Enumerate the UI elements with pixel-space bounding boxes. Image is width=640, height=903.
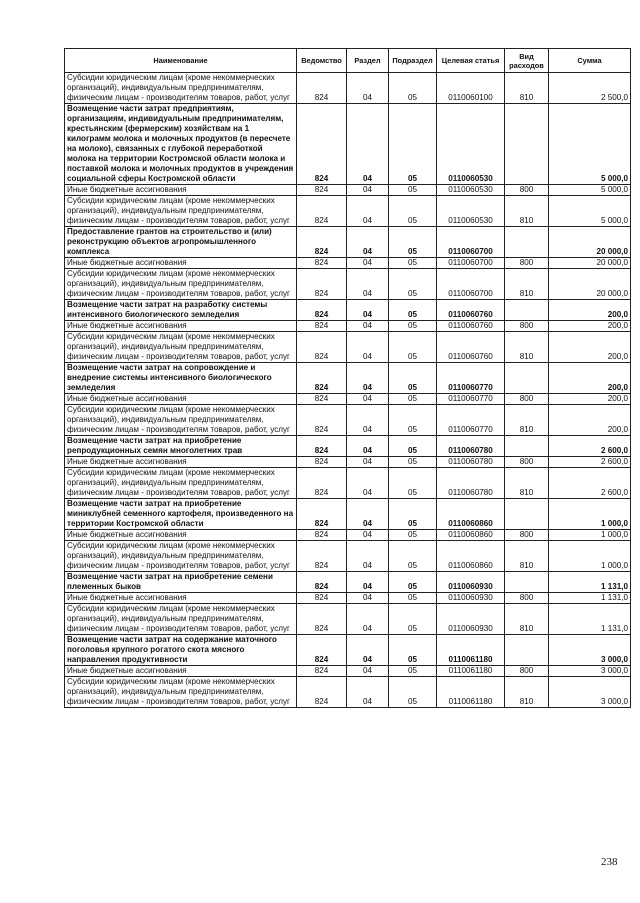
header-name: Наименование [65, 49, 297, 73]
cell-section: 04 [347, 530, 389, 541]
header-sum: Сумма [549, 49, 631, 73]
cell-kind: 810 [505, 196, 549, 227]
cell-section: 04 [347, 73, 389, 104]
cell-section: 04 [347, 363, 389, 394]
cell-subsection: 05 [389, 227, 437, 258]
cell-section: 04 [347, 104, 389, 185]
table-row [65, 104, 631, 185]
cell-name: Субсидии юридическим лицам (кроме некоммерческих организаций), индивидуальным предпринимателям, физическим лицам - производителям товаров, работ, услуг [65, 604, 297, 635]
cell-kind [505, 300, 549, 321]
cell-sum: 1 131,0 [549, 604, 631, 635]
cell-dept: 824 [297, 593, 347, 604]
cell-dept: 824 [297, 405, 347, 436]
cell-sum: 1 000,0 [549, 499, 631, 530]
cell-kind: 810 [505, 677, 549, 708]
cell-sum: 200,0 [549, 332, 631, 363]
cell-name: Иные бюджетные ассигнования [65, 593, 297, 604]
table-row [65, 73, 631, 104]
table-row [65, 666, 631, 677]
cell-target: 0110060760 [437, 321, 505, 332]
cell-name: Иные бюджетные ассигнования [65, 321, 297, 332]
cell-name: Субсидии юридическим лицам (кроме некоммерческих организаций), индивидуальным предпринимателям, физическим лицам - производителям товаров, работ, услуг [65, 677, 297, 708]
header-subsection: Подраздел [389, 49, 437, 73]
cell-target: 0110060100 [437, 73, 505, 104]
table-row [65, 405, 631, 436]
cell-subsection: 05 [389, 258, 437, 269]
cell-kind: 800 [505, 666, 549, 677]
cell-sum: 3 000,0 [549, 666, 631, 677]
cell-kind: 800 [505, 321, 549, 332]
cell-section: 04 [347, 457, 389, 468]
table-row [65, 604, 631, 635]
cell-subsection: 05 [389, 572, 437, 593]
cell-dept: 824 [297, 530, 347, 541]
cell-section: 04 [347, 572, 389, 593]
table-row [65, 572, 631, 593]
cell-name: Возмещение части затрат на приобретение миниклубней семенного картофеля, произведенного на территории Костромской области [65, 499, 297, 530]
header-kind: Вид расходов [505, 49, 549, 73]
table-row [65, 185, 631, 196]
cell-sum: 200,0 [549, 300, 631, 321]
cell-dept: 824 [297, 436, 347, 457]
cell-name: Возмещение части затрат на приобретение семени племенных быков [65, 572, 297, 593]
cell-sum: 2 600,0 [549, 436, 631, 457]
cell-name: Субсидии юридическим лицам (кроме некоммерческих организаций), индивидуальным предпринимателям, физическим лицам - производителям товаров, работ, услуг [65, 541, 297, 572]
cell-subsection: 05 [389, 196, 437, 227]
cell-section: 04 [347, 269, 389, 300]
cell-name: Возмещение части затрат на содержание маточного поголовья крупного рогатого скота мясного направления продуктивности [65, 635, 297, 666]
cell-name: Предоставление грантов на строительство и (или) реконструкцию объектов агропромышленного комплекса [65, 227, 297, 258]
cell-kind: 810 [505, 604, 549, 635]
cell-dept: 824 [297, 499, 347, 530]
page-number: 238 [601, 856, 618, 868]
cell-name: Возмещение части затрат на разработку системы интенсивного биологического земледелия [65, 300, 297, 321]
table-row [65, 321, 631, 332]
cell-target: 0110061180 [437, 677, 505, 708]
table-row [65, 593, 631, 604]
cell-dept: 824 [297, 73, 347, 104]
cell-target: 0110060930 [437, 593, 505, 604]
cell-subsection: 05 [389, 394, 437, 405]
cell-target: 0110060770 [437, 394, 505, 405]
cell-section: 04 [347, 258, 389, 269]
cell-target: 0110061180 [437, 666, 505, 677]
cell-kind: 810 [505, 541, 549, 572]
cell-kind: 800 [505, 258, 549, 269]
table-row [65, 635, 631, 666]
header-section: Раздел [347, 49, 389, 73]
cell-target: 0110060780 [437, 468, 505, 499]
cell-section: 04 [347, 405, 389, 436]
cell-dept: 824 [297, 604, 347, 635]
cell-section: 04 [347, 677, 389, 708]
cell-subsection: 05 [389, 677, 437, 708]
cell-section: 04 [347, 499, 389, 530]
cell-name: Иные бюджетные ассигнования [65, 258, 297, 269]
cell-name: Иные бюджетные ассигнования [65, 530, 297, 541]
cell-section: 04 [347, 196, 389, 227]
cell-dept: 824 [297, 185, 347, 196]
cell-kind: 810 [505, 269, 549, 300]
cell-sum: 200,0 [549, 363, 631, 394]
cell-name: Иные бюджетные ассигнования [65, 185, 297, 196]
cell-subsection: 05 [389, 468, 437, 499]
cell-dept: 824 [297, 227, 347, 258]
cell-sum: 1 000,0 [549, 541, 631, 572]
cell-sum: 200,0 [549, 394, 631, 405]
cell-kind [505, 104, 549, 185]
cell-kind: 800 [505, 530, 549, 541]
cell-sum: 1 131,0 [549, 572, 631, 593]
cell-subsection: 05 [389, 321, 437, 332]
cell-section: 04 [347, 332, 389, 363]
table-header-row [65, 49, 631, 73]
cell-target: 0110060860 [437, 530, 505, 541]
cell-sum: 20 000,0 [549, 269, 631, 300]
cell-target: 0110060930 [437, 572, 505, 593]
cell-subsection: 05 [389, 405, 437, 436]
cell-dept: 824 [297, 300, 347, 321]
cell-subsection: 05 [389, 300, 437, 321]
cell-dept: 824 [297, 258, 347, 269]
cell-target: 0110060860 [437, 541, 505, 572]
cell-target: 0110060700 [437, 258, 505, 269]
cell-dept: 824 [297, 394, 347, 405]
table-row [65, 436, 631, 457]
table-row [65, 530, 631, 541]
cell-kind: 800 [505, 185, 549, 196]
table-row [65, 677, 631, 708]
cell-sum: 20 000,0 [549, 227, 631, 258]
cell-sum: 2 600,0 [549, 468, 631, 499]
table-row [65, 394, 631, 405]
cell-section: 04 [347, 666, 389, 677]
cell-kind [505, 363, 549, 394]
cell-name: Возмещение части затрат предприятиям, организациям, индивидуальным предпринимателям, крестьянским (фермерским) хозяйствам на 1 килограмм молока и молочных продуктов (в пересчете на молоко), связанных с глубокой переработкой молока на территории Костромской области молока и поставкой молока и молочных продуктов в учреждения социальной сферы Костромской области [65, 104, 297, 185]
cell-subsection: 05 [389, 499, 437, 530]
table-row [65, 258, 631, 269]
cell-dept: 824 [297, 468, 347, 499]
cell-target: 0110060760 [437, 300, 505, 321]
cell-section: 04 [347, 436, 389, 457]
cell-kind: 800 [505, 457, 549, 468]
cell-dept: 824 [297, 196, 347, 227]
cell-kind: 810 [505, 405, 549, 436]
cell-name: Субсидии юридическим лицам (кроме некоммерческих организаций), индивидуальным предпринимателям, физическим лицам - производителям товаров, работ, услуг [65, 73, 297, 104]
cell-name: Иные бюджетные ассигнования [65, 394, 297, 405]
header-dept: Ведомство [297, 49, 347, 73]
table-row [65, 300, 631, 321]
cell-subsection: 05 [389, 185, 437, 196]
cell-name: Субсидии юридическим лицам (кроме некоммерческих организаций), индивидуальным предпринимателям, физическим лицам - производителям товаров, работ, услуг [65, 196, 297, 227]
cell-section: 04 [347, 227, 389, 258]
cell-kind [505, 572, 549, 593]
table-row [65, 457, 631, 468]
cell-kind [505, 499, 549, 530]
cell-subsection: 05 [389, 593, 437, 604]
cell-subsection: 05 [389, 666, 437, 677]
cell-section: 04 [347, 321, 389, 332]
cell-dept: 824 [297, 363, 347, 394]
table-row [65, 332, 631, 363]
cell-subsection: 05 [389, 635, 437, 666]
cell-sum: 200,0 [549, 405, 631, 436]
table-row [65, 363, 631, 394]
cell-section: 04 [347, 300, 389, 321]
cell-kind: 800 [505, 593, 549, 604]
cell-dept: 824 [297, 677, 347, 708]
cell-section: 04 [347, 185, 389, 196]
cell-dept: 824 [297, 104, 347, 185]
cell-name: Субсидии юридическим лицам (кроме некоммерческих организаций), индивидуальным предпринимателям, физическим лицам - производителям товаров, работ, услуг [65, 405, 297, 436]
cell-target: 0110060700 [437, 269, 505, 300]
cell-subsection: 05 [389, 541, 437, 572]
cell-target: 0110060770 [437, 363, 505, 394]
cell-dept: 824 [297, 635, 347, 666]
cell-dept: 824 [297, 666, 347, 677]
cell-name: Иные бюджетные ассигнования [65, 457, 297, 468]
cell-kind: 810 [505, 468, 549, 499]
cell-target: 0110060530 [437, 104, 505, 185]
header-target: Целевая статья [437, 49, 505, 73]
cell-target: 0110060760 [437, 332, 505, 363]
table-row [65, 269, 631, 300]
cell-sum: 5 000,0 [549, 104, 631, 185]
table-row [65, 499, 631, 530]
cell-sum: 3 000,0 [549, 635, 631, 666]
cell-sum: 5 000,0 [549, 196, 631, 227]
cell-dept: 824 [297, 321, 347, 332]
cell-name: Субсидии юридическим лицам (кроме некоммерческих организаций), индивидуальным предпринимателям, физическим лицам - производителям товаров, работ, услуг [65, 468, 297, 499]
cell-subsection: 05 [389, 604, 437, 635]
cell-kind [505, 227, 549, 258]
cell-section: 04 [347, 394, 389, 405]
cell-sum: 3 000,0 [549, 677, 631, 708]
cell-target: 0110060780 [437, 436, 505, 457]
cell-section: 04 [347, 468, 389, 499]
cell-kind: 810 [505, 332, 549, 363]
cell-sum: 2 500,0 [549, 73, 631, 104]
cell-name: Субсидии юридическим лицам (кроме некоммерческих организаций), индивидуальным предпринимателям, физическим лицам - производителям товаров, работ, услуг [65, 332, 297, 363]
cell-name: Иные бюджетные ассигнования [65, 666, 297, 677]
cell-target: 0110060930 [437, 604, 505, 635]
cell-section: 04 [347, 593, 389, 604]
cell-dept: 824 [297, 457, 347, 468]
cell-subsection: 05 [389, 332, 437, 363]
cell-kind [505, 436, 549, 457]
cell-sum: 200,0 [549, 321, 631, 332]
cell-target: 0110060780 [437, 457, 505, 468]
table-row [65, 227, 631, 258]
table-row [65, 196, 631, 227]
cell-section: 04 [347, 635, 389, 666]
cell-kind [505, 635, 549, 666]
cell-sum: 1 000,0 [549, 530, 631, 541]
budget-sheet [64, 48, 630, 708]
cell-section: 04 [347, 604, 389, 635]
cell-name: Возмещение части затрат на приобретение репродукционных семян многолетних трав [65, 436, 297, 457]
budget-table [64, 48, 631, 708]
table-body [65, 73, 631, 708]
cell-kind: 800 [505, 394, 549, 405]
cell-sum: 1 131,0 [549, 593, 631, 604]
cell-subsection: 05 [389, 436, 437, 457]
cell-dept: 824 [297, 332, 347, 363]
cell-name: Субсидии юридическим лицам (кроме некоммерческих организаций), индивидуальным предпринимателям, физическим лицам - производителям товаров, работ, услуг [65, 269, 297, 300]
cell-subsection: 05 [389, 530, 437, 541]
cell-section: 04 [347, 541, 389, 572]
cell-subsection: 05 [389, 104, 437, 185]
cell-subsection: 05 [389, 73, 437, 104]
cell-target: 0110060770 [437, 405, 505, 436]
cell-name: Возмещение части затрат на сопровождение и внедрение системы интенсивного биологического земледелия [65, 363, 297, 394]
cell-target: 0110061180 [437, 635, 505, 666]
cell-dept: 824 [297, 572, 347, 593]
cell-subsection: 05 [389, 269, 437, 300]
cell-dept: 824 [297, 541, 347, 572]
cell-sum: 2 600,0 [549, 457, 631, 468]
cell-dept: 824 [297, 269, 347, 300]
cell-subsection: 05 [389, 363, 437, 394]
cell-target: 0110060860 [437, 499, 505, 530]
cell-target: 0110060700 [437, 227, 505, 258]
cell-kind: 810 [505, 73, 549, 104]
cell-sum: 5 000,0 [549, 185, 631, 196]
table-row [65, 541, 631, 572]
cell-subsection: 05 [389, 457, 437, 468]
cell-target: 0110060530 [437, 185, 505, 196]
table-row [65, 468, 631, 499]
cell-sum: 20 000,0 [549, 258, 631, 269]
cell-target: 0110060530 [437, 196, 505, 227]
